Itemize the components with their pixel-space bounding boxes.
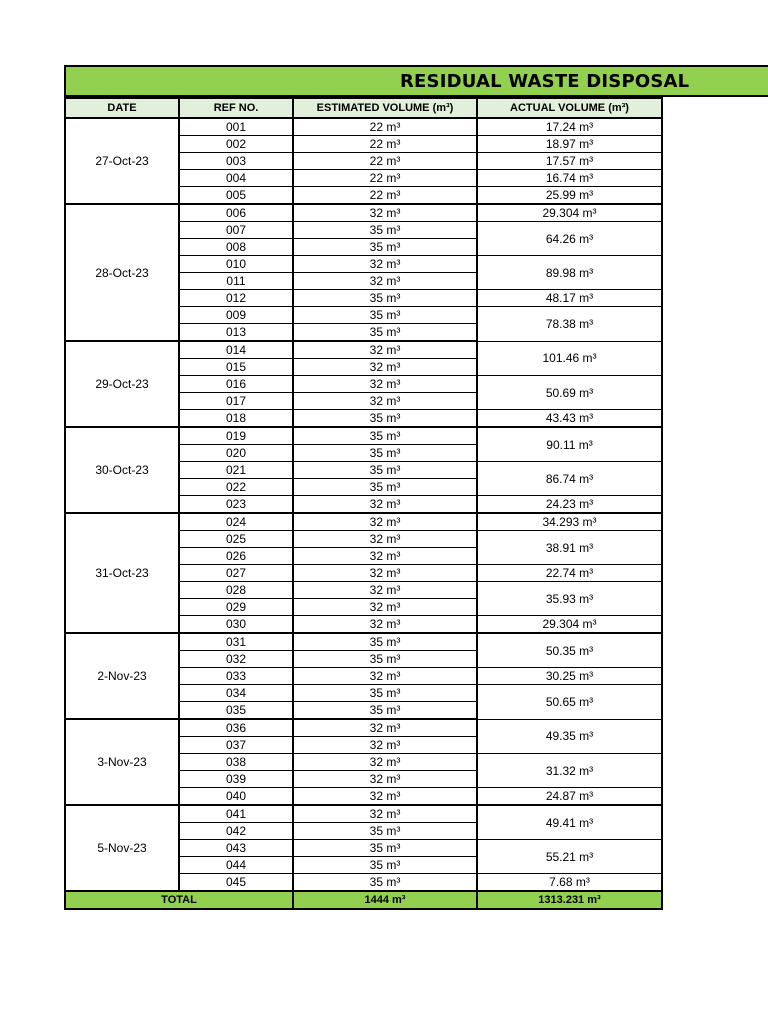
ref-cell: 036 [179, 719, 293, 737]
estimated-cell: 35 m³ [293, 307, 477, 324]
actual-cell: 90.11 m³ [477, 427, 662, 462]
ref-cell: 014 [179, 341, 293, 359]
actual-cell: 78.38 m³ [477, 307, 662, 342]
estimated-cell: 35 m³ [293, 633, 477, 651]
ref-cell: 041 [179, 805, 293, 823]
estimated-cell: 35 m³ [293, 290, 477, 307]
estimated-cell: 32 m³ [293, 256, 477, 273]
estimated-cell: 32 m³ [293, 668, 477, 685]
date-cell: 28-Oct-23 [65, 204, 179, 341]
estimated-cell: 32 m³ [293, 531, 477, 548]
estimated-cell: 32 m³ [293, 599, 477, 616]
total-label: TOTAL [65, 891, 293, 909]
ref-cell: 026 [179, 548, 293, 565]
ref-cell: 016 [179, 376, 293, 393]
date-cell: 3-Nov-23 [65, 719, 179, 805]
ref-cell: 020 [179, 445, 293, 462]
estimated-cell: 32 m³ [293, 376, 477, 393]
ref-cell: 030 [179, 616, 293, 634]
actual-cell: 49.41 m³ [477, 805, 662, 840]
actual-cell: 38.91 m³ [477, 531, 662, 565]
estimated-cell: 35 m³ [293, 410, 477, 428]
estimated-cell: 35 m³ [293, 324, 477, 342]
ref-cell: 008 [179, 239, 293, 256]
actual-cell: 25.99 m³ [477, 187, 662, 205]
ref-cell: 028 [179, 582, 293, 599]
ref-cell: 009 [179, 307, 293, 324]
estimated-cell: 22 m³ [293, 118, 477, 136]
actual-cell: 29.304 m³ [477, 616, 662, 634]
ref-cell: 010 [179, 256, 293, 273]
estimated-cell: 35 m³ [293, 479, 477, 496]
sheet-title: RESIDUAL WASTE DISPOSAL [400, 71, 690, 92]
actual-cell: 7.68 m³ [477, 874, 662, 892]
table-body [65, 118, 662, 891]
actual-cell: 48.17 m³ [477, 290, 662, 307]
actual-cell: 64.26 m³ [477, 222, 662, 256]
date-cell: 2-Nov-23 [65, 633, 179, 719]
estimated-cell: 32 m³ [293, 496, 477, 514]
estimated-cell: 35 m³ [293, 823, 477, 840]
actual-cell: 50.65 m³ [477, 685, 662, 720]
disposal-table [64, 97, 663, 910]
estimated-cell: 32 m³ [293, 737, 477, 754]
ref-cell: 006 [179, 204, 293, 222]
estimated-cell: 35 m³ [293, 445, 477, 462]
ref-cell: 045 [179, 874, 293, 892]
actual-cell: 43.43 m³ [477, 410, 662, 428]
estimated-cell: 32 m³ [293, 771, 477, 788]
estimated-cell: 35 m³ [293, 427, 477, 445]
total-actual: 1313.231 m³ [477, 891, 662, 909]
ref-cell: 015 [179, 359, 293, 376]
estimated-cell: 32 m³ [293, 754, 477, 771]
actual-cell: 24.23 m³ [477, 496, 662, 514]
table-row [65, 427, 662, 445]
actual-cell: 49.35 m³ [477, 719, 662, 754]
estimated-cell: 22 m³ [293, 153, 477, 170]
estimated-cell: 22 m³ [293, 187, 477, 205]
actual-cell: 30.25 m³ [477, 668, 662, 685]
table-row [65, 805, 662, 823]
estimated-cell: 35 m³ [293, 685, 477, 702]
estimated-cell: 32 m³ [293, 805, 477, 823]
estimated-cell: 35 m³ [293, 840, 477, 857]
estimated-cell: 22 m³ [293, 170, 477, 187]
date-cell: 29-Oct-23 [65, 341, 179, 427]
ref-cell: 034 [179, 685, 293, 702]
header-row [65, 98, 662, 118]
actual-cell: 16.74 m³ [477, 170, 662, 187]
ref-cell: 037 [179, 737, 293, 754]
actual-cell: 101.46 m³ [477, 341, 662, 376]
actual-cell: 34.293 m³ [477, 513, 662, 531]
ref-cell: 017 [179, 393, 293, 410]
ref-cell: 039 [179, 771, 293, 788]
table-row [65, 341, 662, 359]
ref-cell: 001 [179, 118, 293, 136]
actual-cell: 22.74 m³ [477, 565, 662, 582]
estimated-cell: 32 m³ [293, 341, 477, 359]
estimated-cell: 32 m³ [293, 548, 477, 565]
actual-cell: 31.32 m³ [477, 754, 662, 788]
ref-cell: 005 [179, 187, 293, 205]
ref-cell: 031 [179, 633, 293, 651]
estimated-cell: 35 m³ [293, 857, 477, 874]
header-actual: ACTUAL VOLUME (m³) [477, 98, 662, 118]
actual-cell: 89.98 m³ [477, 256, 662, 290]
estimated-cell: 32 m³ [293, 359, 477, 376]
ref-cell: 002 [179, 136, 293, 153]
ref-cell: 032 [179, 651, 293, 668]
estimated-cell: 32 m³ [293, 565, 477, 582]
ref-cell: 003 [179, 153, 293, 170]
estimated-cell: 32 m³ [293, 788, 477, 806]
ref-cell: 013 [179, 324, 293, 342]
estimated-cell: 32 m³ [293, 616, 477, 634]
ref-cell: 044 [179, 857, 293, 874]
actual-cell: 17.57 m³ [477, 153, 662, 170]
estimated-cell: 35 m³ [293, 222, 477, 239]
ref-cell: 022 [179, 479, 293, 496]
header-ref: REF NO. [179, 98, 293, 118]
ref-cell: 033 [179, 668, 293, 685]
table-row [65, 513, 662, 531]
ref-cell: 021 [179, 462, 293, 479]
ref-cell: 029 [179, 599, 293, 616]
estimated-cell: 35 m³ [293, 651, 477, 668]
actual-cell: 17.24 m³ [477, 118, 662, 136]
actual-cell: 35.93 m³ [477, 582, 662, 616]
estimated-cell: 32 m³ [293, 719, 477, 737]
date-cell: 30-Oct-23 [65, 427, 179, 513]
ref-cell: 024 [179, 513, 293, 531]
estimated-cell: 32 m³ [293, 393, 477, 410]
ref-cell: 027 [179, 565, 293, 582]
ref-cell: 043 [179, 840, 293, 857]
actual-cell: 24.87 m³ [477, 788, 662, 806]
table-row [65, 633, 662, 651]
estimated-cell: 32 m³ [293, 582, 477, 599]
ref-cell: 040 [179, 788, 293, 806]
ref-cell: 007 [179, 222, 293, 239]
estimated-cell: 35 m³ [293, 239, 477, 256]
date-cell: 31-Oct-23 [65, 513, 179, 633]
table-row [65, 204, 662, 222]
ref-cell: 042 [179, 823, 293, 840]
header-estimated: ESTIMATED VOLUME (m³) [293, 98, 477, 118]
ref-cell: 038 [179, 754, 293, 771]
actual-cell: 55.21 m³ [477, 840, 662, 874]
ref-cell: 019 [179, 427, 293, 445]
actual-cell: 86.74 m³ [477, 462, 662, 496]
header-date: DATE [65, 98, 179, 118]
ref-cell: 023 [179, 496, 293, 514]
estimated-cell: 32 m³ [293, 273, 477, 290]
ref-cell: 004 [179, 170, 293, 187]
actual-cell: 50.69 m³ [477, 376, 662, 410]
table-row [65, 118, 662, 136]
ref-cell: 012 [179, 290, 293, 307]
title-banner [64, 65, 768, 97]
total-row [65, 891, 662, 909]
actual-cell: 50.35 m³ [477, 633, 662, 668]
estimated-cell: 32 m³ [293, 204, 477, 222]
estimated-cell: 35 m³ [293, 702, 477, 720]
table-row [65, 719, 662, 737]
date-cell: 27-Oct-23 [65, 118, 179, 204]
estimated-cell: 32 m³ [293, 513, 477, 531]
ref-cell: 011 [179, 273, 293, 290]
estimated-cell: 22 m³ [293, 136, 477, 153]
total-estimated: 1444 m³ [293, 891, 477, 909]
date-cell: 5-Nov-23 [65, 805, 179, 891]
ref-cell: 018 [179, 410, 293, 428]
estimated-cell: 35 m³ [293, 874, 477, 892]
estimated-cell: 35 m³ [293, 462, 477, 479]
actual-cell: 18.97 m³ [477, 136, 662, 153]
actual-cell: 29.304 m³ [477, 204, 662, 222]
ref-cell: 035 [179, 702, 293, 720]
ref-cell: 025 [179, 531, 293, 548]
